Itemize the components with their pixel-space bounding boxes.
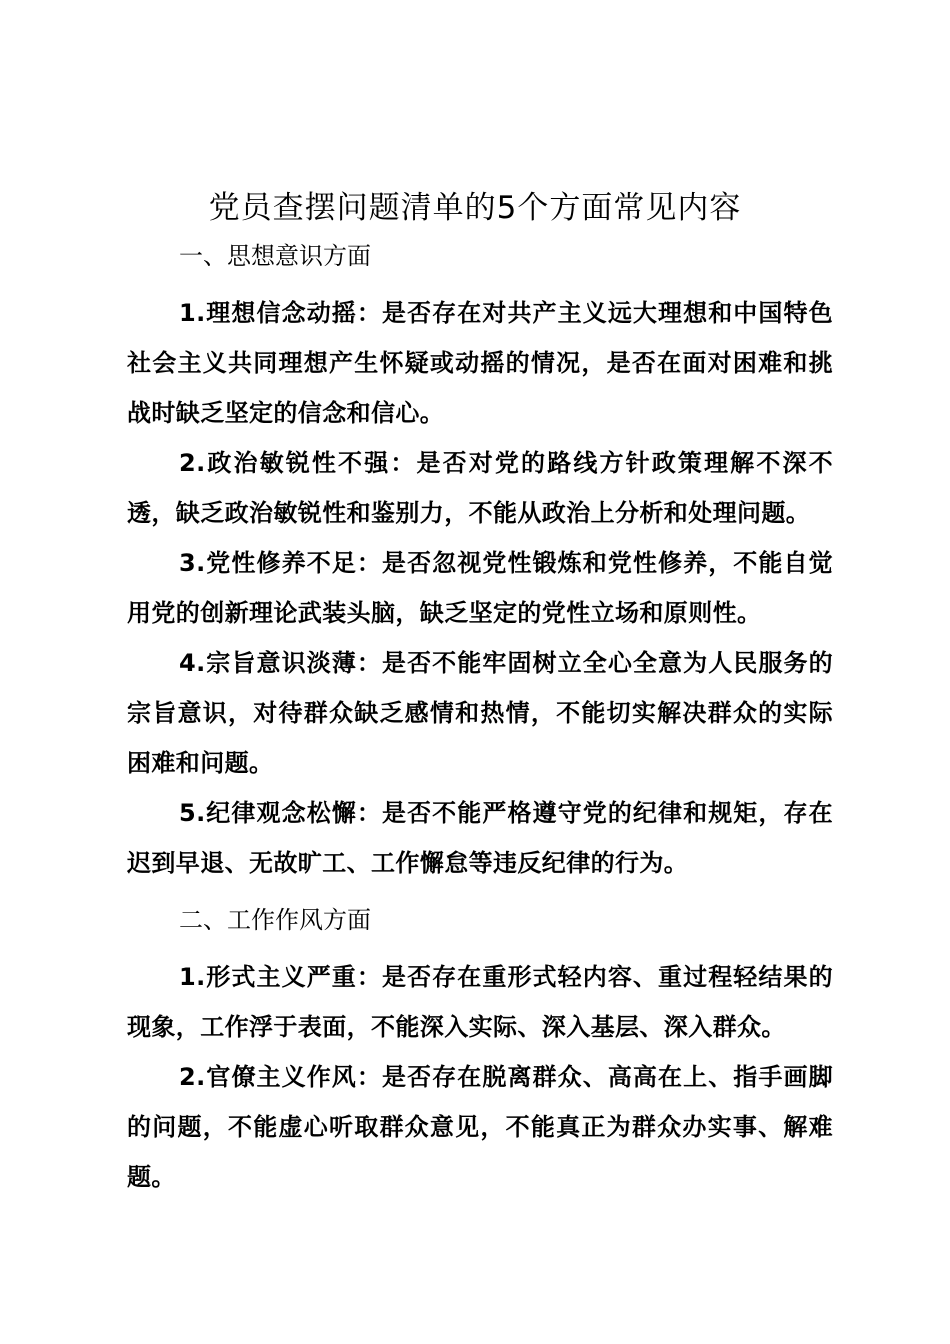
paragraph-item: 5.纪律观念松懈：是否不能严格遵守党的纪律和规矩，存在迟到早退、无故旷工、工作懈怠等违反纪律的行为。	[127, 799, 833, 877]
paragraph-item: 4.宗旨意识淡薄：是否不能牢固树立全心全意为人民服务的宗旨意识，对待群众缺乏感情和热情，不能切实解决群众的实际困难和问题。	[127, 649, 833, 777]
paragraph-item: 3.党性修养不足：是否忽视党性锻炼和党性修养，不能自觉用党的创新理论武装头脑，缺乏坚定的党性立场和原则性。	[127, 549, 833, 627]
paragraph-item: 1.形式主义严重：是否存在重形式轻内容、重过程轻结果的现象，工作浮于表面，不能深入实际、深入基层、深入群众。	[127, 963, 833, 1041]
section-heading-work-style: 二、工作作风方面	[179, 906, 371, 934]
section-heading-thought: 一、思想意识方面	[179, 242, 371, 270]
document-body	[127, 238, 833, 1202]
paragraph-item: 2.官僚主义作风：是否存在脱离群众、高高在上、指手画脚的问题，不能虚心听取群众意见，不能真正为群众办实事、解难题。	[127, 1063, 833, 1191]
paragraph-item: 2.政治敏锐性不强：是否对党的路线方针政策理解不深不透，缺乏政治敏锐性和鉴别力，不能从政治上分析和处理问题。	[127, 449, 833, 527]
document-title: 党员查摆问题清单的5个方面常见内容	[208, 190, 742, 226]
paragraph-item: 1.理想信念动摇：是否存在对共产主义远大理想和中国特色社会主义共同理想产生怀疑或动摇的情况，是否在面对困难和挑战时缺乏坚定的信念和信心。	[127, 299, 833, 427]
